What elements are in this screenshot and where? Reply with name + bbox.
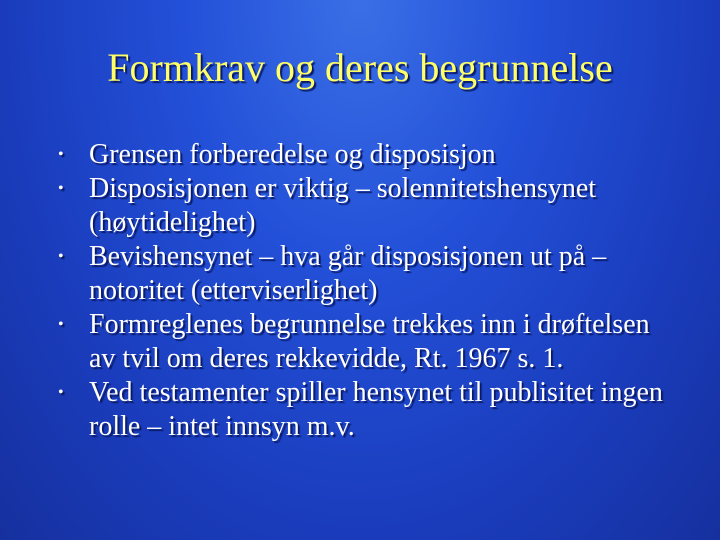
bullet-text: Disposisjonen er viktig – solennitetshensynet (høytidelighet) bbox=[89, 173, 597, 238]
bullet-text: Ved testamenter spiller hensynet til publisitet ingen rolle – intet innsyn m.v. bbox=[89, 377, 663, 442]
slide-title: Formkrav og deres begrunnelse bbox=[107, 45, 613, 90]
bullet-icon: • bbox=[58, 248, 64, 265]
bullet-item bbox=[58, 138, 678, 172]
bullet-text: Grensen forberedelse og disposisjon bbox=[89, 139, 496, 170]
bullet-text: Formreglenes begrunnelse trekkes inn i drøftelsen av tvil om deres rekkevidde, Rt. 1967 s. 1. bbox=[89, 309, 650, 374]
bullet-list bbox=[58, 138, 678, 444]
bullet-icon: • bbox=[58, 146, 64, 163]
bullet-item bbox=[58, 308, 678, 376]
bullet-icon: • bbox=[58, 180, 64, 197]
bullet-item bbox=[58, 240, 678, 308]
bullet-item bbox=[58, 172, 678, 240]
bullet-icon: • bbox=[58, 384, 64, 401]
bullet-text: Bevishensynet – hva går disposisjonen ut på – notoritet (etterviserlighet) bbox=[89, 241, 607, 306]
bullet-item bbox=[58, 376, 678, 444]
bullet-icon: • bbox=[58, 316, 64, 333]
